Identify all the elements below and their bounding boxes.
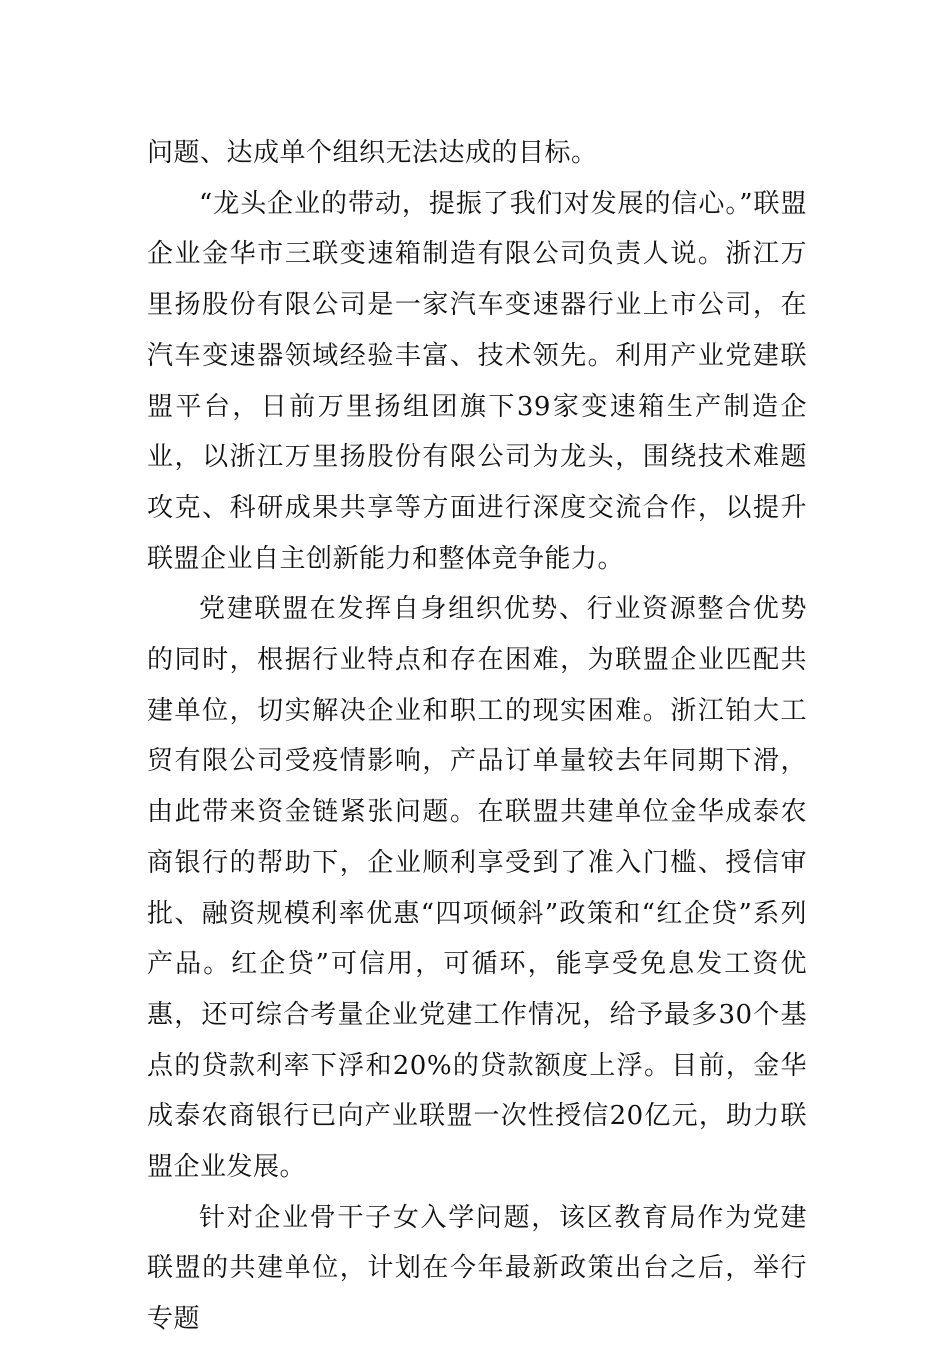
paragraph: “龙头企业的带动，提振了我们对发展的信心。”联盟企业金华市三联变速箱制造有限公司负责人说。浙江万里扬股份有限公司是一家汽车变速器行业上市公司，在汽车变速器领域经验丰富、技术领先。利用产业党建联盟平台，日前万里扬组团旗下39家变速箱生产制造企业，以浙江万里扬股份有限公司为龙头，围绕技术难题攻克、科研成果共享等方面进行深度交流合作，以提升联盟企业自主创新能力和整体竞争能力。 <box>147 188 807 574</box>
document-body <box>147 128 807 1345</box>
paragraph: 党建联盟在发挥自身组织优势、行业资源整合优势的同时，根据行业特点和存在困难，为联盟企业匹配共建单位，切实解决企业和职工的现实困难。浙江铂大工贸有限公司受疫情影响，产品订单量较去年同期下滑，由此带来资金链紧张问题。在联盟共建单位金华成泰农商银行的帮助下，企业顺利享受到了准入门槛、授信审批、融资规模利率优惠“四项倾斜”政策和“红企贷”系列产品。红企贷”可信用，可循环，能享受免息发工资优惠，还可综合考量企业党建工作情况，给予最多30个基点的贷款利率下浮和20%的贷款额度上浮。目前，金华成泰农商银行已向产业联盟一次性授信20亿元，助力联盟企业发展。 <box>147 594 807 1183</box>
paragraph: 针对企业骨干子女入学问题，该区教育局作为党建联盟的共建单位，计划在今年最新政策出台之后，举行专题 <box>147 1202 807 1335</box>
paragraph-continuation: 问题、达成单个组织无法达成的目标。 <box>147 138 598 168</box>
